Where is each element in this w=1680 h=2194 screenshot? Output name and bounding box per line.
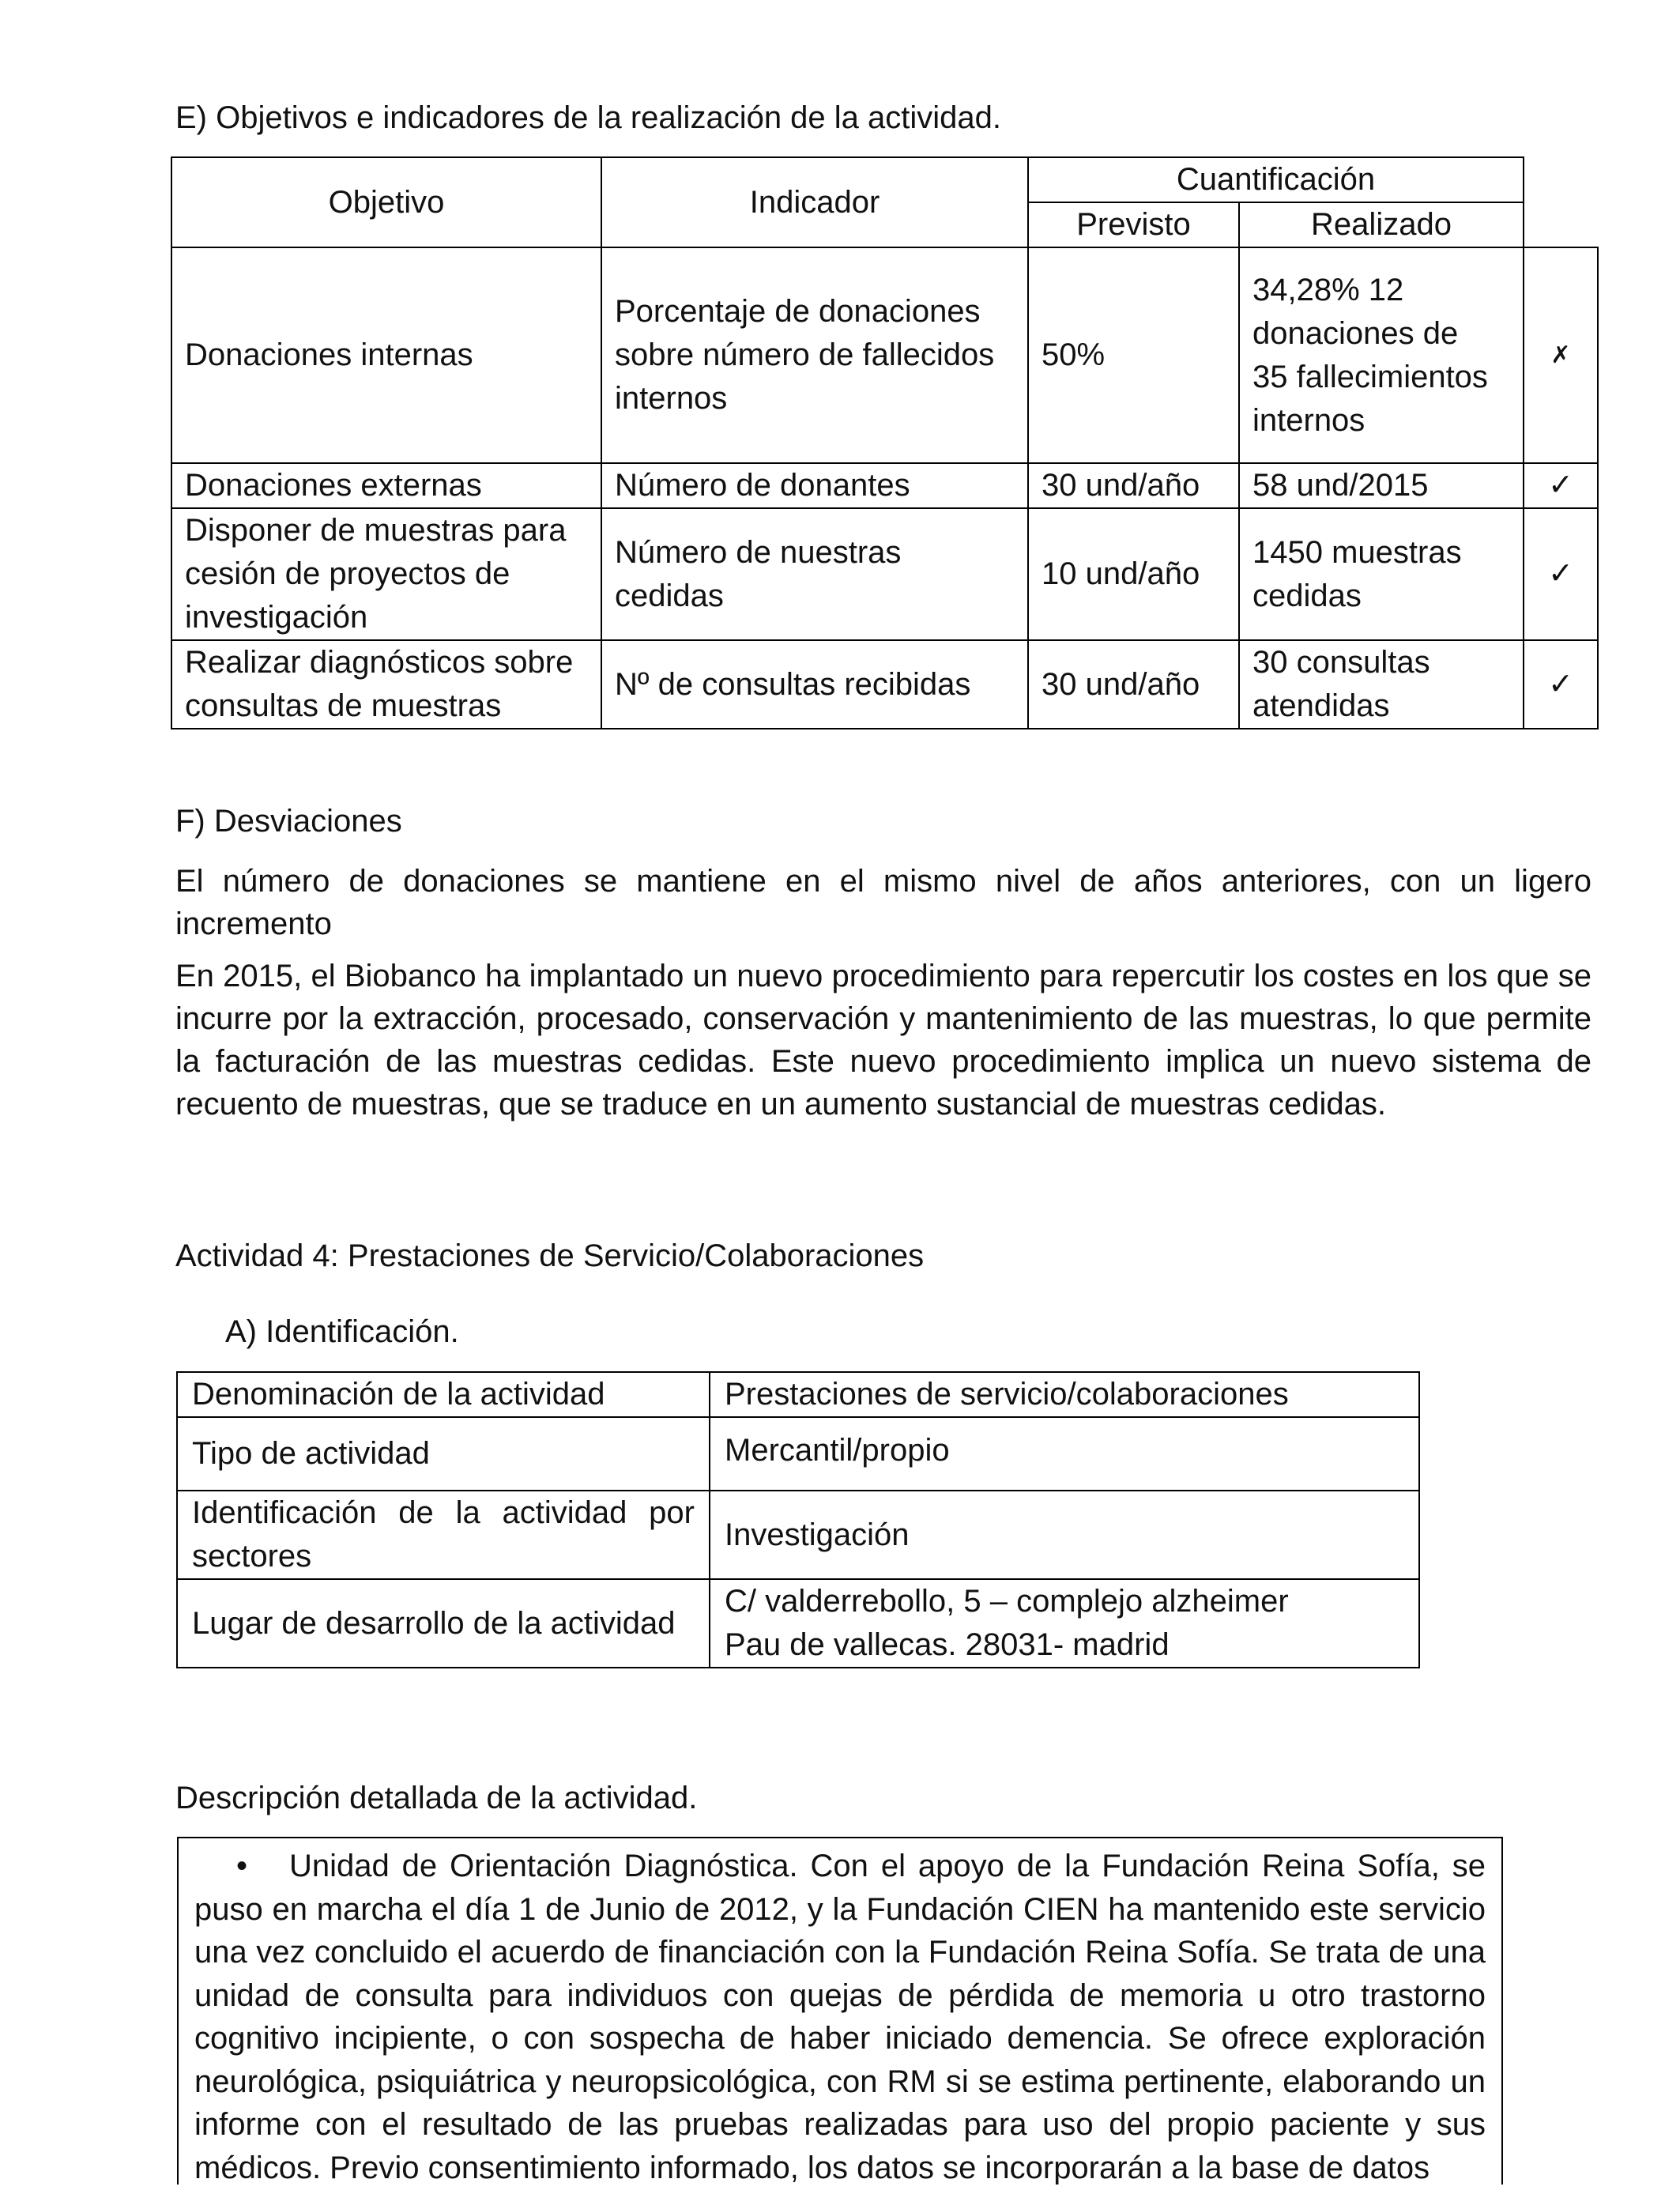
- table-row: [171, 508, 1598, 640]
- id-row4-value-line1: C/ valderrebollo, 5 – complejo alzheimer: [725, 1584, 1289, 1619]
- identification-table: [176, 1371, 1420, 1668]
- row1-realizado: 34,28% 12 donaciones de 35 fallecimientos internos: [1239, 247, 1524, 463]
- row1-objetivo: Donaciones internas: [171, 247, 601, 463]
- subheader-empty: [1524, 202, 1598, 247]
- table-row: [171, 463, 1598, 508]
- row4-previsto: 30 und/año: [1028, 640, 1239, 729]
- row1-previsto: 50%: [1028, 247, 1239, 463]
- row2-objetivo: Donaciones externas: [171, 463, 601, 508]
- descripcion-text-block: [194, 1845, 1486, 2185]
- table-row: [177, 1491, 1419, 1579]
- id-row3-label-text: Identificación de la actividad por sectores: [192, 1495, 695, 1574]
- section-f-heading: F) Desviaciones: [175, 804, 402, 839]
- check-mark-icon: ✓: [1524, 508, 1598, 640]
- bullet-icon: •: [235, 1849, 247, 1883]
- descripcion-text: Unidad de Orientación Diagnóstica. Con el apoyo de la Fundación Reina Sofía, se puso en marcha el día 1 de Junio de 2012, y la Fundación CIEN ha mantenido este servicio una vez concluido el acuerdo de financiación con la Fundación Reina Sofía. Se trata de una unidad de consulta para individuos con quejas de pérdida de memoria u otro trastorno cognitivo incipiente, o con sospecha de haber iniciado demencia. Se ofrece exploración neurológica, psiquiátrica y neuropsicológica, con RM si se estima pertinente, elaborando un informe con el resultado de las pruebas realizadas para uso del propio paciente y sus médicos. Previo consentimiento informado, los datos se incorporarán a la base de datos: [194, 1849, 1486, 2185]
- id-row4-value-line2: Pau de vallecas. 28031- madrid: [725, 1627, 1170, 1662]
- check-mark-icon: ✓: [1524, 640, 1598, 729]
- row3-realizado: 1450 muestras cedidas: [1239, 508, 1524, 640]
- row3-previsto: 10 und/año: [1028, 508, 1239, 640]
- row1-indicador: Porcentaje de donaciones sobre número de fallecidos internos: [601, 247, 1028, 463]
- header-previsto: Previsto: [1028, 202, 1239, 247]
- header-empty: [1524, 157, 1598, 202]
- row3-objetivo: Disponer de muestras para cesión de proyectos de investigación: [171, 508, 601, 640]
- row2-realizado: 58 und/2015: [1239, 463, 1524, 508]
- row4-realizado: 30 consultas atendidas: [1239, 640, 1524, 729]
- descripcion-box: [177, 1837, 1503, 2185]
- table-row: [177, 1417, 1419, 1491]
- section-f-paragraph-1: El número de donaciones se mantiene en el mismo nivel de años anteriores, con un ligero incremento: [175, 864, 1591, 941]
- header-objetivo: Objetivo: [171, 157, 601, 247]
- id-row1-label: Denominación de la actividad: [177, 1372, 710, 1417]
- header-cuantificacion: Cuantificación: [1028, 157, 1524, 202]
- row4-objetivo: Realizar diagnósticos sobre consultas de muestras: [171, 640, 601, 729]
- descripcion-heading: Descripción detallada de la actividad.: [175, 1781, 698, 1815]
- objectives-table: [171, 156, 1599, 729]
- table-header-row: [171, 157, 1598, 202]
- table-row: [171, 640, 1598, 729]
- id-row3-label: [177, 1491, 710, 1579]
- table-row: [171, 247, 1598, 463]
- header-indicador: Indicador: [601, 157, 1028, 247]
- row2-previsto: 30 und/año: [1028, 463, 1239, 508]
- row3-indicador: Número de nuestras cedidas: [601, 508, 1028, 640]
- check-mark-icon: ✓: [1524, 463, 1598, 508]
- cross-mark-icon: ✗: [1524, 247, 1598, 463]
- id-row4-value: [710, 1579, 1419, 1668]
- id-row2-value: Mercantil/propio: [710, 1417, 1419, 1491]
- id-row3-value: Investigación: [710, 1491, 1419, 1579]
- actividad-4-heading: Actividad 4: Prestaciones de Servicio/Colaboraciones: [175, 1238, 925, 1273]
- id-row1-value: Prestaciones de servicio/colaboraciones: [710, 1372, 1419, 1417]
- section-f-paragraph-2: En 2015, el Biobanco ha implantado un nuevo procedimiento para repercutir los costes en los que se incurre por la extracción, procesado, conservación y mantenimiento de las muestras, lo que permite la facturación de las muestras cedidas. Este nuevo procedimiento implica un nuevo sistema de recuento de muestras, que se traduce en un aumento sustancial de muestras cedidas.: [175, 959, 1591, 1122]
- row4-indicador: Nº de consultas recibidas: [601, 640, 1028, 729]
- section-e-heading: E) Objetivos e indicadores de la realización de la actividad.: [175, 100, 1002, 135]
- identificacion-heading: A) Identificación.: [225, 1314, 459, 1349]
- table-row: [177, 1579, 1419, 1668]
- header-realizado: Realizado: [1239, 202, 1524, 247]
- table-row: [177, 1372, 1419, 1417]
- id-row2-label: Tipo de actividad: [177, 1417, 710, 1491]
- id-row4-label: Lugar de desarrollo de la actividad: [177, 1579, 710, 1668]
- row2-indicador: Número de donantes: [601, 463, 1028, 508]
